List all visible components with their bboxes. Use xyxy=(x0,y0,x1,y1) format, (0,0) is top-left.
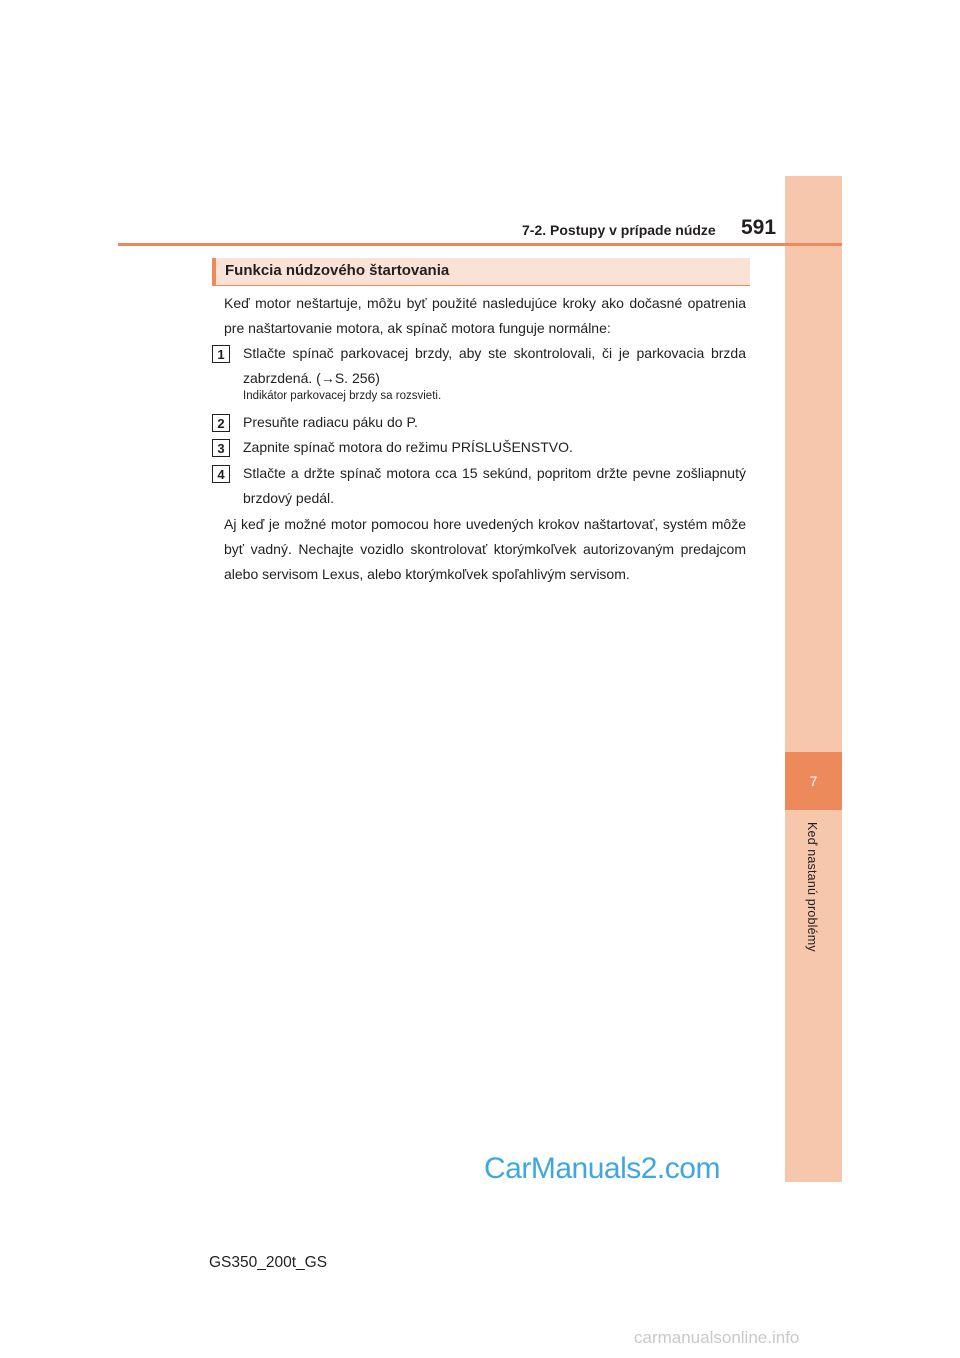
section-heading-box xyxy=(212,258,750,286)
section-heading: Funkcia núdzového štartovania xyxy=(225,262,450,279)
model-code: GS350_200t_GS xyxy=(209,1254,328,1271)
closing-paragraph: Aj keď je možné motor pomocou hore uvedených krokov naštartovať, systém môže byť vadný. Nechajte vozidlo skontrolovať ktorýmkoľvek autorizovaným predajcom alebo servisom Lexus, alebo ktorýmkoľvek spoľahlivým servisom. xyxy=(224,516,746,582)
step-number-badge: 2 xyxy=(212,414,230,432)
header-rule xyxy=(118,243,842,246)
step-number-badge: 4 xyxy=(212,465,230,483)
intro-paragraph: Keď motor neštartuje, môžu byť použité nasledujúce kroky ako dočasné opatrenia pre naštartovanie motora, ak spínač motora funguje normálne: xyxy=(224,295,746,336)
section-title: 7-2. Postupy v prípade núdze xyxy=(522,222,716,238)
step-note: Indikátor parkovacej brzdy sa rozsvieti. xyxy=(243,390,442,402)
site-watermark: carmanualsonline.info xyxy=(634,1328,800,1347)
step-text: Zapnite spínač motora do režimu PRÍSLUŠENSTVO. xyxy=(243,439,573,455)
step-number-badge: 1 xyxy=(212,345,230,363)
chapter-title: Keď nastanú problémy xyxy=(805,822,819,952)
page-number: 591 xyxy=(741,216,777,239)
step-text: Stlačte spínač parkovacej brzdy, aby ste skontrolovali, či je parkovacia brzda zabrzdená. (→S. 256) xyxy=(243,345,746,386)
step-number-badge: 3 xyxy=(212,439,230,457)
chapter-number: 7 xyxy=(809,773,818,789)
side-tab-strip xyxy=(785,176,842,1182)
step-text: Stlačte a držte spínač motora cca 15 sekúnd, popritom držte pevne zošliapnutý brzdový pedál. xyxy=(243,465,746,506)
chapter-tab xyxy=(785,752,842,810)
step-text: Presuňte radiacu páku do P. xyxy=(243,414,418,430)
watermark-logo: CarManuals2.com xyxy=(484,1152,720,1185)
